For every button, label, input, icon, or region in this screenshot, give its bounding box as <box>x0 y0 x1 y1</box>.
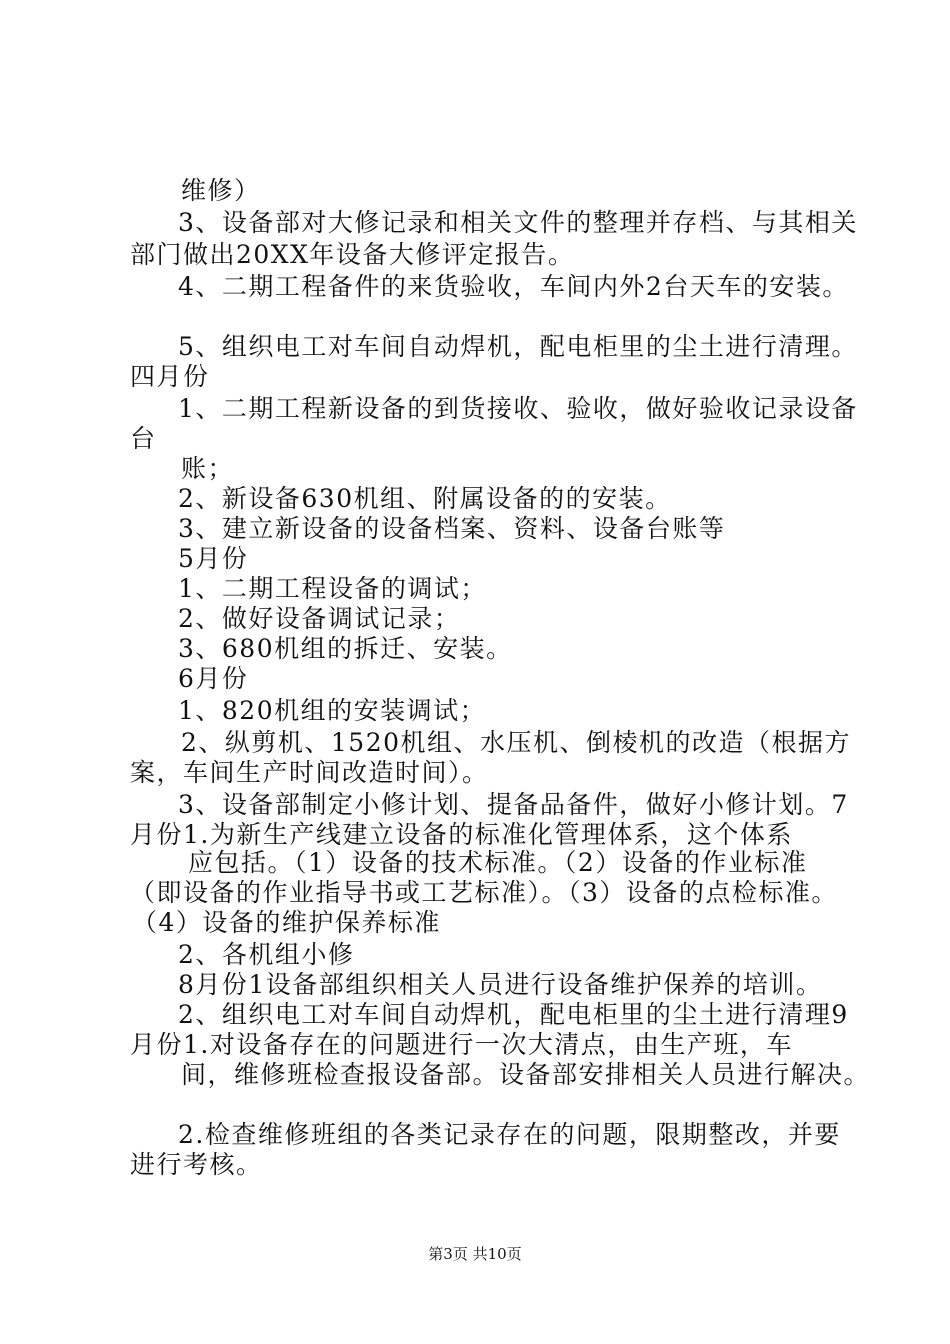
page-footer: 第3页 共10页 <box>428 1245 522 1263</box>
text-line: 2、纵剪机、1520机组、水压机、倒棱机的改造（根据方 <box>181 728 852 757</box>
text-line: 4、二期工程备件的来货验收，车间内外2台天车的安装。 <box>178 272 849 301</box>
text-line: 应包括。（1）设备的技术标准。（2）设备的作业标准 <box>188 848 808 877</box>
text-line: 1、820机组的安装调试； <box>178 696 487 725</box>
text-line: 3、建立新设备的设备档案、资料、设备台账等 <box>178 514 726 543</box>
text-line: 3、设备部制定小修计划、提备品备件，做好小修计划。7 <box>178 790 849 819</box>
section-heading: 5月份 <box>178 544 249 573</box>
text-line: 2、组织电工对车间自动焊机，配电柜里的尘土进行清理9 <box>178 1000 849 1029</box>
text-line: 间，维修班检查报设备部。设备部安排相关人员进行解决。 <box>181 1060 871 1089</box>
text-line: 2.检查维修班组的各类记录存在的问题，限期整改，并要 <box>178 1120 841 1149</box>
text-line: 月份1.对设备存在的问题进行一次大清点，由生产班，车 <box>130 1030 793 1059</box>
text-line: 5、组织电工对车间自动焊机，配电柜里的尘土进行清理。 <box>178 332 858 361</box>
text-line: 部门做出20XX年设备大修评定报告。 <box>130 240 575 269</box>
section-heading: 6月份 <box>178 664 249 693</box>
text-line: 1、二期工程新设备的到货接收、验收，做好验收记录设备 <box>178 394 858 423</box>
text-line: 8月份1设备部组织相关人员进行设备维护保养的培训。 <box>178 970 823 999</box>
text-line: 进行考核。 <box>130 1150 263 1179</box>
text-line: 账； <box>181 454 235 483</box>
text-line: 2、新设备630机组、附属设备的的安装。 <box>178 484 672 513</box>
text-line: 台 <box>130 424 157 453</box>
text-line: 案，车间生产时间改造时间）。 <box>130 758 489 787</box>
text-line: （4）设备的维护保养标准 <box>132 908 441 937</box>
section-heading: 四月份 <box>130 362 210 391</box>
text-line: 2、做好设备调试记录； <box>178 604 461 633</box>
text-line: 3、680机组的拆迁、安装。 <box>178 634 513 663</box>
text-line: 1、二期工程设备的调试； <box>178 574 487 603</box>
text-line: 月份1.为新生产线建立设备的标准化管理体系，这个体系 <box>130 820 793 849</box>
text-line: （即设备的作业指导书或工艺标准）。（3）设备的点检标准。 <box>130 878 838 907</box>
text-line: 维修） <box>181 176 261 205</box>
text-line: 3、设备部对大修记录和相关文件的整理并存档、与其相关 <box>178 208 858 237</box>
text-line: 2、各机组小修 <box>178 940 355 969</box>
